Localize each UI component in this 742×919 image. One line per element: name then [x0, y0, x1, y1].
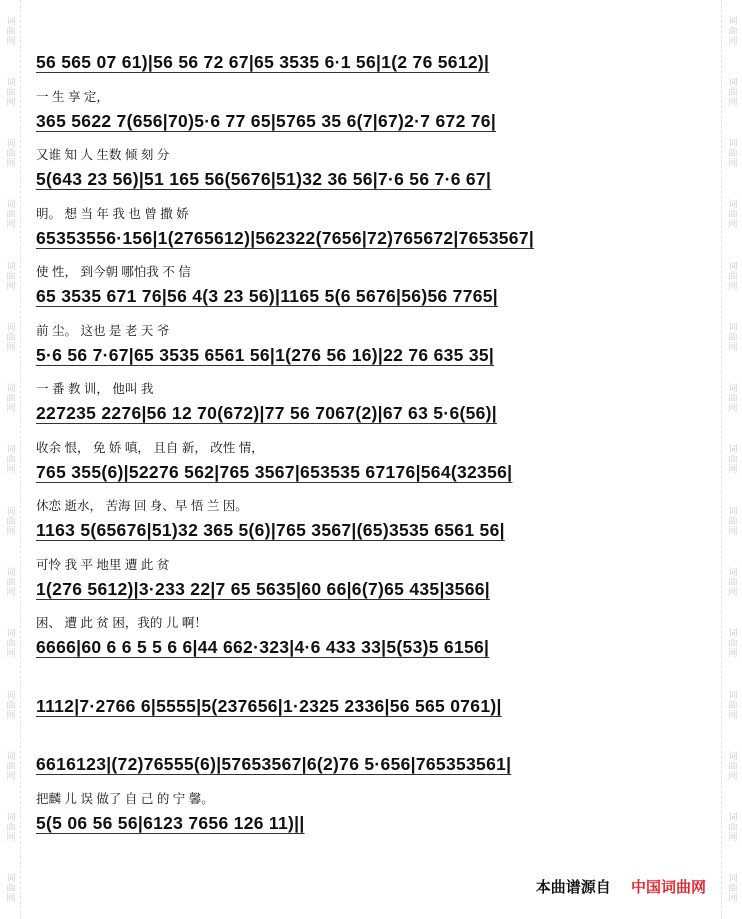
- lyrics-line: 收余 恨， 免 娇 嗔， 且自 新， 改性 情，: [36, 440, 264, 455]
- watermark-text: 词曲网: [727, 76, 738, 107]
- watermark-text: 词曲网: [727, 199, 738, 230]
- right-watermark-strip: [721, 0, 742, 919]
- watermark-text: 词曲网: [5, 260, 16, 291]
- watermark-text: 词曲网: [727, 321, 738, 352]
- score-system-14: [36, 791, 700, 860]
- notation-line: 1163 5(65676|51)32 365 5(6)|765 3567|(65)3535 6561 56|: [36, 520, 505, 540]
- watermark-text: 词曲网: [727, 873, 738, 904]
- notation-line: 5·6 56 7·67|65 3535 6561 56|1(276 56 16)|22 76 635 35|: [36, 344, 495, 365]
- watermark-text: 词曲网: [727, 812, 738, 843]
- lyrics-line: 又谁 知 人 生数 倾 刻 分: [36, 148, 170, 162]
- watermark-text: 词曲网: [5, 76, 16, 107]
- watermark-text: 词曲网: [727, 628, 738, 659]
- watermark-text: 词曲网: [727, 138, 738, 169]
- watermark-text: 词曲网: [5, 505, 16, 536]
- lyrics-line: 可怜 我 平 地里 遭 此 贫: [36, 557, 170, 572]
- watermark-text: 词曲网: [727, 15, 738, 46]
- notation-line: 227235 2276|56 12 70(672)|77 56 7067(2)|67 63 5·6(56)|: [36, 403, 497, 423]
- lyrics-line: 明。 想 当 年 我 也 曾 撒 娇: [36, 206, 189, 221]
- notation-line: 1112|7·2766 6|5555|5(237656|1·2325 2336|56 565 0761)|: [36, 695, 502, 716]
- watermark-text: 词曲网: [5, 383, 16, 414]
- source-credit: 本曲谱源自: [535, 879, 611, 896]
- left-watermark-strip: [0, 0, 21, 919]
- notation-line: 56 565 07 61)|56 56 72 67|65 3535 6·1 56|1(2 76 5612)|: [36, 52, 490, 72]
- watermark-text: 词曲网: [5, 321, 16, 352]
- score-system-12: [36, 684, 700, 743]
- notation-line: 5(5 06 56 56|6123 7656 126 11)||: [36, 812, 305, 833]
- watermark-text: 词曲网: [727, 260, 738, 291]
- watermark-text: 词曲网: [727, 689, 738, 720]
- score-system-11: [36, 616, 700, 684]
- lyrics-line: 前 尘。 这也 是 老 天 爷: [36, 323, 170, 338]
- lyrics-line: 休恋 逝水， 苦海 回 身、早 悟 兰 因。: [36, 499, 248, 513]
- notation-line: 365 5622 7(656|70)5·6 77 65|5765 35 6(7|67)2·7 672 76|: [36, 110, 497, 131]
- notation-line: 65353556·156|1(2765612)|562322(7656|72)765672|7653567|: [36, 227, 535, 248]
- lyrics-line: 使 性， 到今朝 哪怕我 不 信: [36, 265, 191, 279]
- lyrics-line: 一 生 享 定，: [36, 89, 109, 104]
- notation-line: 6616123|(72)76555(6)|57653567|6(2)76 5·656|765353561|: [36, 754, 512, 774]
- watermark-text: 词曲网: [5, 873, 16, 904]
- watermark-text: 词曲网: [5, 444, 16, 475]
- notation-line: 65 3535 671 76|56 4(3 23 56)|1165 5(6 5676|56)56 7765|: [36, 286, 498, 306]
- watermark-text: 词曲网: [5, 15, 16, 46]
- notation-line: 6666|60 6 6 5 5 6 6|44 662·323|4·6 433 33|5(53)5 6156|: [36, 637, 490, 657]
- watermark-text: 词曲网: [5, 567, 16, 598]
- watermark-text: 词曲网: [5, 138, 16, 169]
- watermark-text: 词曲网: [727, 567, 738, 598]
- watermark-text: 词曲网: [5, 628, 16, 659]
- jianpu-score: [36, 40, 700, 859]
- lyrics-line: 一 番 教 训， 他叫 我: [36, 382, 154, 396]
- notation-line: 765 355(6)|52276 562|765 3567|653535 67176|564(32356|: [36, 461, 513, 482]
- notation-line: 5(643 23 56)|51 165 56(5676|51)32 36 56|7·6 56 7·6 67|: [36, 169, 492, 189]
- site-brand-link[interactable]: 中国词曲网: [630, 879, 706, 896]
- watermark-text: 词曲网: [5, 689, 16, 720]
- watermark-text: 词曲网: [5, 750, 16, 781]
- notation-line: 1(276 5612)|3·233 22|7 65 5635|60 66|6(7)65 435|3566|: [36, 578, 490, 599]
- watermark-text: 词曲网: [727, 383, 738, 414]
- watermark-text: 词曲网: [5, 812, 16, 843]
- watermark-text: 词曲网: [727, 444, 738, 475]
- watermark-text: 词曲网: [5, 199, 16, 230]
- watermark-text: 词曲网: [727, 505, 738, 536]
- lyrics-line: 把麟 儿 误 做了 自 己 的 宁 馨。: [36, 791, 214, 806]
- watermark-text: 词曲网: [727, 750, 738, 781]
- source-footer: [536, 876, 706, 897]
- lyrics-line: 困、 遭 此 贫 困，我的 儿 啊！: [36, 616, 207, 630]
